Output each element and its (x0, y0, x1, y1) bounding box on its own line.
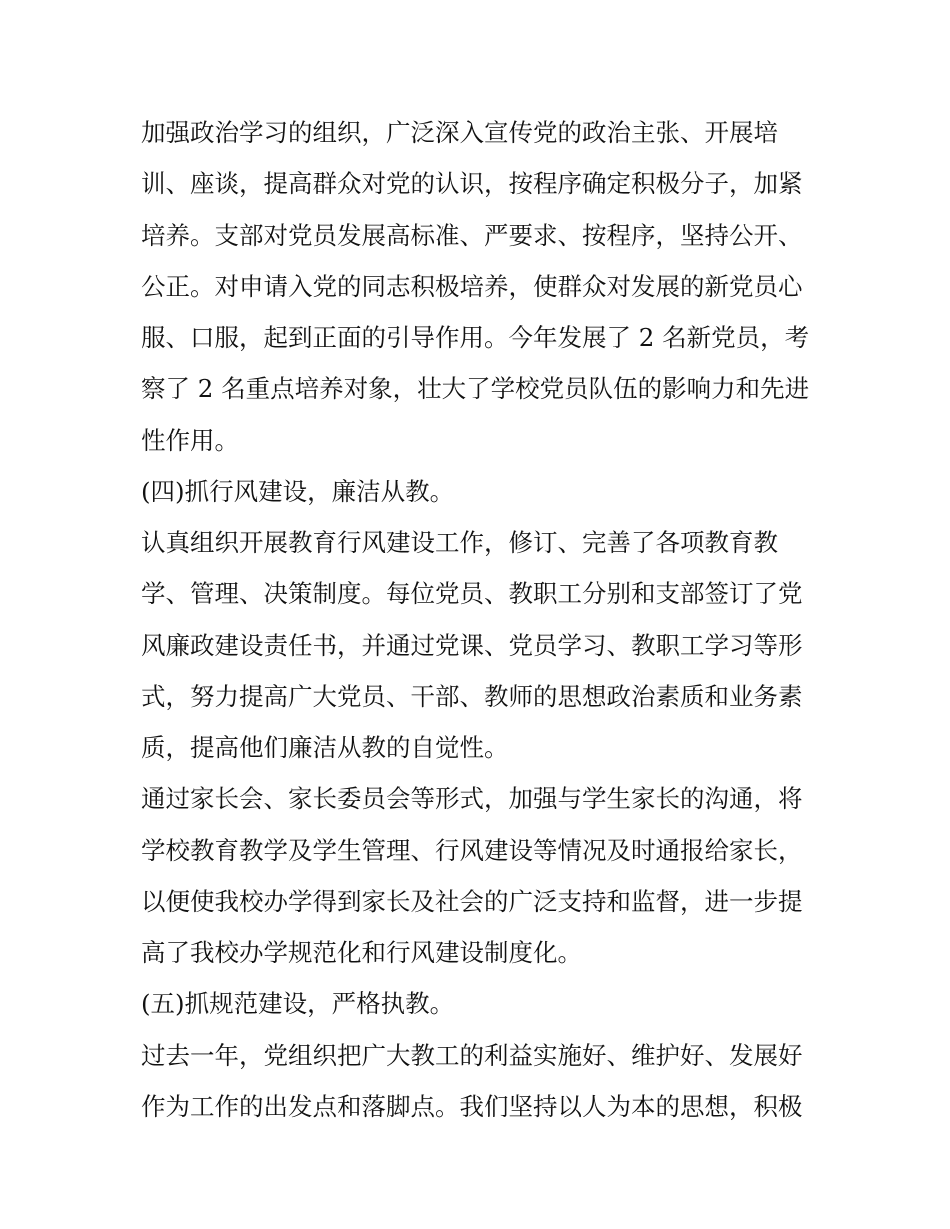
text-line: 察了 2 名重点培养对象，壮大了学校党员队伍的影响力和先进 (141, 374, 810, 404)
text-line: 高了我校办学规范化和行风建设制度化。 (141, 938, 582, 967)
body-text (141, 107, 821, 1132)
text-line: 性作用。 (141, 425, 239, 455)
text-line: 学校教育教学及学生管理、行风建设等情况及时通报给家长， (141, 835, 803, 865)
text-line: 通过家长会、家长委员会等形式，加强与学生家长的沟通，将 (141, 784, 803, 814)
text-line: 训、座谈，提高群众对党的认识，按程序确定积极分子，加紧 (141, 169, 803, 199)
text-line: 服、口服，起到正面的引导作用。今年发展了 2 名新党员，考 (141, 323, 810, 352)
text-line: 质，提高他们廉洁从教的自觉性。 (141, 733, 509, 762)
text-line: 过去一年，党组织把广大教工的利益实施好、维护好、发展好 (141, 1040, 803, 1070)
text-line: 以便使我校办学得到家长及社会的广泛支持和监督，进一步提 (141, 886, 803, 916)
text-line: 认真组织开展教育行风建设工作，修订、完善了各项教育教 (141, 528, 778, 557)
text-line: 培养。支部对党员发展高标准、严要求、按程序，坚持公开、 (141, 220, 803, 250)
text-line: 加强政治学习的组织，广泛深入宣传党的政治主张、开展培 (141, 118, 778, 147)
text-line: 作为工作的出发点和落脚点。我们坚持以人为本的思想，积极 (141, 1091, 803, 1121)
text-line: 学、管理、决策制度。每位党员、教职工分别和支部签订了党 (141, 579, 803, 609)
section-heading: (四)抓行风建设，廉洁从教。 (141, 476, 455, 506)
text-line: 风廉政建设责任书，并通过党课、党员学习、教职工学习等形 (141, 630, 803, 660)
text-line: 公正。对申请入党的同志积极培养，使群众对发展的新党员心 (141, 271, 803, 301)
text-line: 式，努力提高广大党员、干部、教师的思想政治素质和业务素 (141, 681, 803, 711)
section-heading: (五)抓规范建设，严格执教。 (141, 989, 455, 1019)
